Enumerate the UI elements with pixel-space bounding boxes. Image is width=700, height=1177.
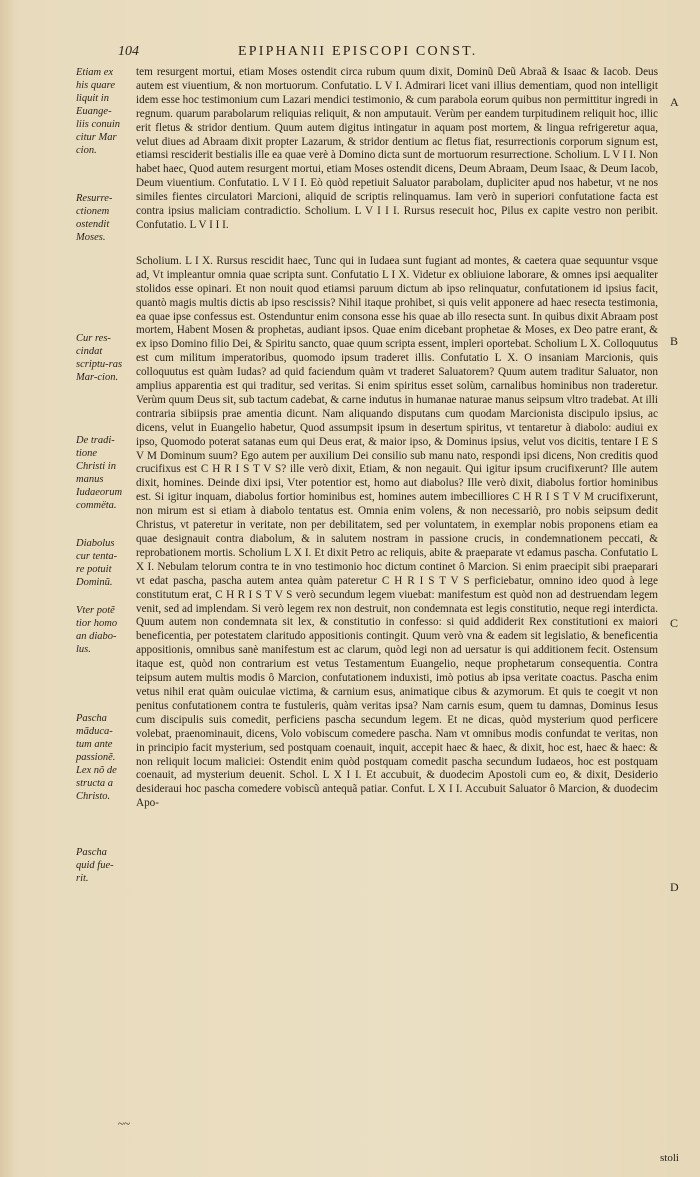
- margin-note: Pascha quid fue-rit.: [76, 847, 114, 884]
- section-letter: B: [670, 334, 679, 348]
- margin-note: Vter potẽ tior homo an diabo-lus.: [76, 605, 118, 655]
- paragraph: Scholium. L I X. Rursus rescidit haec, Tunc qui in Iudaea sunt fugiant ad montes, & caetera quae sequuntur vsque ad, Vt impleantur omnia quae scripta sunt. Confutatio L I X. Videtur ex obliuione laborare, & omnes ipsi aequaliter stolidos esse opinari. Et non nouit quod etiamsi paruum dictum ab ipso relinquatur, confutationem id ipsius facit, quantò magis multis dictis ab ipso rescissis? Nihil itaque prohibet, si quis velit apponere ad haec resecta testimonia, ea quae ipse confessus est. Ostenduntur enim consona esse his quae ab illo resecta sunt. In quibus dixit Abraam post mortem, Habent Mosen & prophetas, audiant ipsos. Quae enim dicebant prophetae & Moses, ex Deo patre erant, & ex ipso Domino filio Dei, & Spiritu sancto, quae quum scripta essent, impleri oportebat. Scholium L X. Colloquutus est cum militum imperatoribus, quomodo ipsum traderet illis. Confutatio L X. O insaniam Marcionis, quis colloquutus est quàm Iudas? ad quid faciendum quàm vt traderet Saluatorem? Quum autem traditur Saluator, non amplius apparentia est qui traditur, sed veritas. Si enim spiritus esset solùm, carnalibus hominibus non traderetur. Verùm quum Deus sit, sub tactum cadebat, & carne indutus in humanae naturae manus seipsum vltro tradebat. At illi contraria sibiipsis prae amentia dicunt. Nam aliquando disputans cum quodam Marcionista discipulo ipsius, ac dicens, velut in Euangelio habetur, Quod assumpsit ipsum in desertum spiritus, vt tentaretur à diabolo: audiui ex ipso, Quomodo poterat satanas eum qui Deus erat, & maior ipso, & Dominus ipsius, velut vos dicitis, tentare I E S V M Dominum suum? Ego autem per auxilium Dei consilio sub manu nato, respondi ipsi dicens, Non creditis quod crucifixus est C H R I S T V S? ille verò dixit, Etiam, & non negauit. Qui igitur ipsum crucifixerunt? Ille autem dixit, homines. Deinde dixi ipsi, Vter potentior est, homo aut diabolus? Ille verò dixit, diabolus fortior hominibus est. Si igitur inquam, diabolus fortior hominibus est, homines autem imbecilliores C H R I S T V M crucifixerunt, non mirum est si etiam à diabolo tentatus est. Omnia enim volens, & non necessariò, pro nobis seipsum dedit Christus, vt pateretur in veritate, non per debilitatem, sed per voluntatem, in exemplar nobis proponens etiam ea quae designauit contra diabolum, & in salutem nostram in passione crucis, in condemnationem peccati, & reprobationem mortis. Scholium L X I. Et dixit Petro ac reliquis, abite & praeparate vt edamus pascha. Confutatio L X I. Nebulam telorum contra te in vno testimonio hoc dictum continet ô Marcion. Si enim praecipit sibi praeparari vt edat pascha, pascha autem antea quàm pateretur C H R I S T V S perficiebatur, omnino ideo quod à lege constitutum erat, C H R I S T V S verò secundum legem viuebat: manifestum est quòd non ad destruendam legem venit, sed ad implendam. Si verò legem rex non destruit, non condemnata est legis constitutio, neque regi interdicta. Quum autem non condemnata sit lex, & constitutio in confesso: si quid addiderit Rex constitutioni ex maiori beneficentia, per potestatem claritudo appositionis contingit. Quum verò vna & eadem sit legislatio, & beneficentia appositionis, omnibus sanè manifestum est ac clarum, quòd legi non ad uersatur is qui additionem fecit. Ostensum itaque est, quòd non contrarium est vetus Testamentum Euangelio, neque prophetarum consequentia. Contra teipsum autem multis modis ô Marcion, confutationem induxisti, imò potius ab ipsa veritate coactus. Pascha enim vetus nihil erat quàm ouiculae victima, & carnium esus, animatique cibus & azymorum. Et quis te coegit vt non penitus confutationem contra te fustuleris, quàm veritas ipsa? Nam carnis esum, quem tu damnas, Dominus Iesus cum discipulis suis comedit, perficiens pascha secundum legem. Et ne dicas, quòd mysterium quod perficere volebat, praenominauit, dicens, Volo vobiscum comedere pascha. Nam vt omnibus modis confundat te veritas, non in principio facit mysterium, sed postquam coenauit, inquit, accepit haec & haec, & dixit, hoc est, haec & haec: & non reliquit locum maliciei: Ostendit enim quòd postquam comedit pascha secundum Iudaeos, hoc est postquam coenauit, ad mysterium deuenit. Schol. L X I I. Et accubuit, & duodecim Apostoli cum eo, & dixit, Desiderio desideraui hoc pascha comedere vobiscũ antequã patiar. Confut. L X I I. Accubuit Saluator ô Marcion, & duodecim Apo-: [136, 254, 658, 810]
- page-header: [118, 44, 678, 64]
- margin-note: De tradi-tione Christi in manus Iudaeorum commëta.: [76, 435, 123, 511]
- margin-notes: [0, 0, 123, 1177]
- margin-note: Etiam ex his quare liquit in Euange-liis conuin citur Mar cion.: [76, 67, 121, 156]
- page-number: 104: [118, 44, 139, 59]
- section-letter: D: [670, 880, 679, 894]
- running-head: EPIPHANII EPISCOPI CONST.: [238, 44, 478, 59]
- margin-note: Diabolus cur tenta-re potuit Dominũ.: [76, 538, 118, 588]
- section-letter: C: [670, 616, 679, 630]
- margin-note: Resurre-ctionem ostendit Moses.: [76, 193, 113, 243]
- catchword: stoli: [660, 1152, 679, 1164]
- section-letter: A: [670, 95, 679, 109]
- margin-note: Cur res-cindat scriptu-ras Mar-cion.: [76, 333, 123, 383]
- body-text: [136, 66, 658, 811]
- paragraph: tem resurgent mortui, etiam Moses ostendit circa rubum quum dixit, Dominũ Deũ Abraã & Isaac & Iacob. Deus autem est viuentium, & non mortuorum. Confutatio. L V I. Admirari licet vani illius dementiam, quod non intelligit idem esse hoc testimonium cum Lazari mendici testimonio, & cum parabola eorum quibus non permittitur ingredi in regnum. quarum parabolarum reliquias reliquit, & non amputauit. Verùm per eandem turpitudinem reliquit hoc, illic erit fletus & stridor dentium. Quum autem digitus intingatur in aquam post mortem, & lingua refrigeretur aqua, velut diues ad Abraam dixit propter Lazarum, & stridor dentium ac fletus fiat, resurrectionis corporum signum est, etiamsi resciderit bestialis ille ea quae verè à Domino dicta sunt de mortuorum resurrectione. Scholium. L V I I. Non habet haec, Quod autem resurgent mortui, etiam Moses ostendit dicens, Deum Abraam, Deum Isaac, & Deum Iacob, Deum viuentium. Confutatio. L V I I. Eò quòd repetiuit Saluator parabolam, dupliciter apud nos habetur, vt ne nos similes fientes circulatori Marcioni, aliquid de scriptis relinquamus. Iam verò in superiori confutatione facta est contra ipsius maliciam contradictio. Scholium. L V I I I. Rursus resecuit hoc, Pilus ex capite vestro non peribit. Confutatio. L V I I I.: [136, 66, 658, 231]
- ornament-mark: ~~: [118, 1118, 130, 1130]
- margin-note: Pascha mãduca-tum ante passionẽ. Lex nõ de structa a Christo.: [76, 713, 117, 802]
